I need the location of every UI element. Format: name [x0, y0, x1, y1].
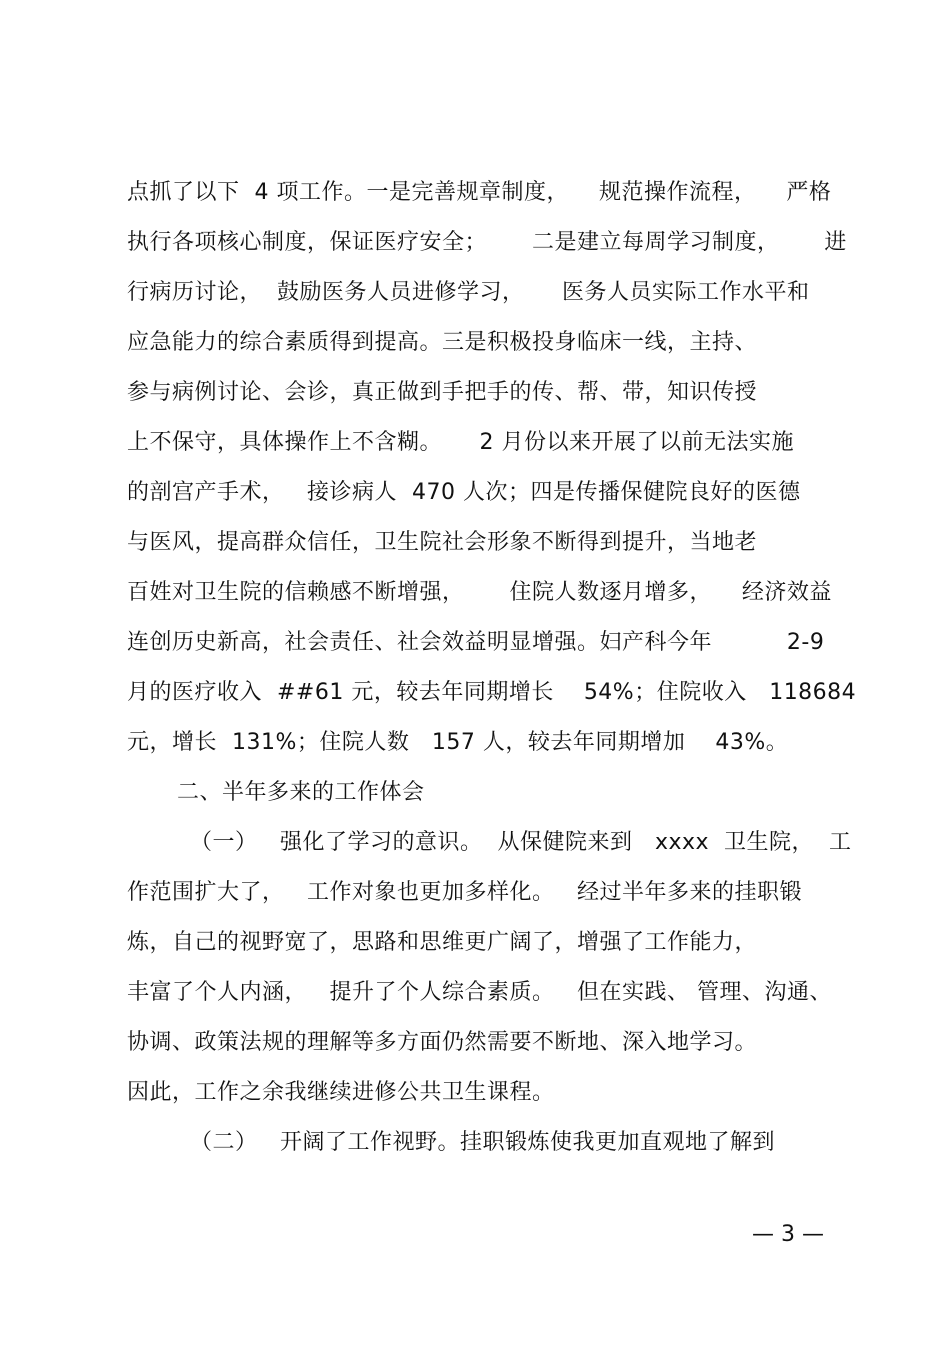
- body-line: 连创历史新高，社会责任、社会效益明显增强。妇产科今年 2-9: [127, 630, 825, 655]
- subsection-line: 作范围扩大了， 工作对象也更加多样化。 经过半年多来的挂职锻: [127, 880, 802, 905]
- section-heading: 二、半年多来的工作体会: [177, 780, 425, 805]
- subsection-line: （一） 强化了学习的意识。 从保健院来到 xxxx 卫生院， 工: [190, 830, 852, 855]
- subsection-line: 炼，自己的视野宽了，思路和思维更广阔了，增强了工作能力，: [127, 930, 758, 955]
- body-line: 点抓了以下 4 项工作。一是完善规章制度， 规范操作流程， 严格: [127, 180, 832, 205]
- body-line: 行病历讨论， 鼓励医务人员进修学习， 医务人员实际工作水平和: [127, 280, 810, 305]
- body-line: 执行各项核心制度，保证医疗安全； 二是建立每周学习制度， 进: [127, 230, 847, 255]
- body-line: 参与病例讨论、会诊，真正做到手把手的传、帮、带，知识传授: [127, 380, 758, 405]
- page-number: — 3 —: [752, 1222, 824, 1247]
- body-line: 的剖宫产手术， 接诊病人 470 人次；四是传播保健院良好的医德: [127, 480, 801, 505]
- body-line: 元，增长 131%；住院人数 157 人，较去年同期增加 43%。: [127, 730, 789, 755]
- body-line: 百姓对卫生院的信赖感不断增强， 住院人数逐月增多， 经济效益: [127, 580, 832, 605]
- subsection-line: 协调、政策法规的理解等多方面仍然需要不断地、深入地学习。: [127, 1030, 758, 1055]
- body-line: 月的医疗收入 ##61 元，较去年同期增长 54%；住院收入 118684: [127, 680, 857, 705]
- subsection-line: 因此，工作之余我继续进修公共卫生课程。: [127, 1080, 555, 1105]
- subsection-line: 丰富了个人内涵， 提升了个人综合素质。 但在实践、 管理、沟通、: [127, 980, 832, 1005]
- body-line: 与医风，提高群众信任，卫生院社会形象不断得到提升，当地老: [127, 530, 758, 555]
- body-line: 上不保守，具体操作上不含糊。 2 月份以来开展了以前无法实施: [127, 430, 794, 455]
- subsection-line: （二） 开阔了工作视野。挂职锻炼使我更加直观地了解到: [190, 1130, 775, 1155]
- body-line: 应急能力的综合素质得到提高。三是积极投身临床一线，主持、: [127, 330, 758, 355]
